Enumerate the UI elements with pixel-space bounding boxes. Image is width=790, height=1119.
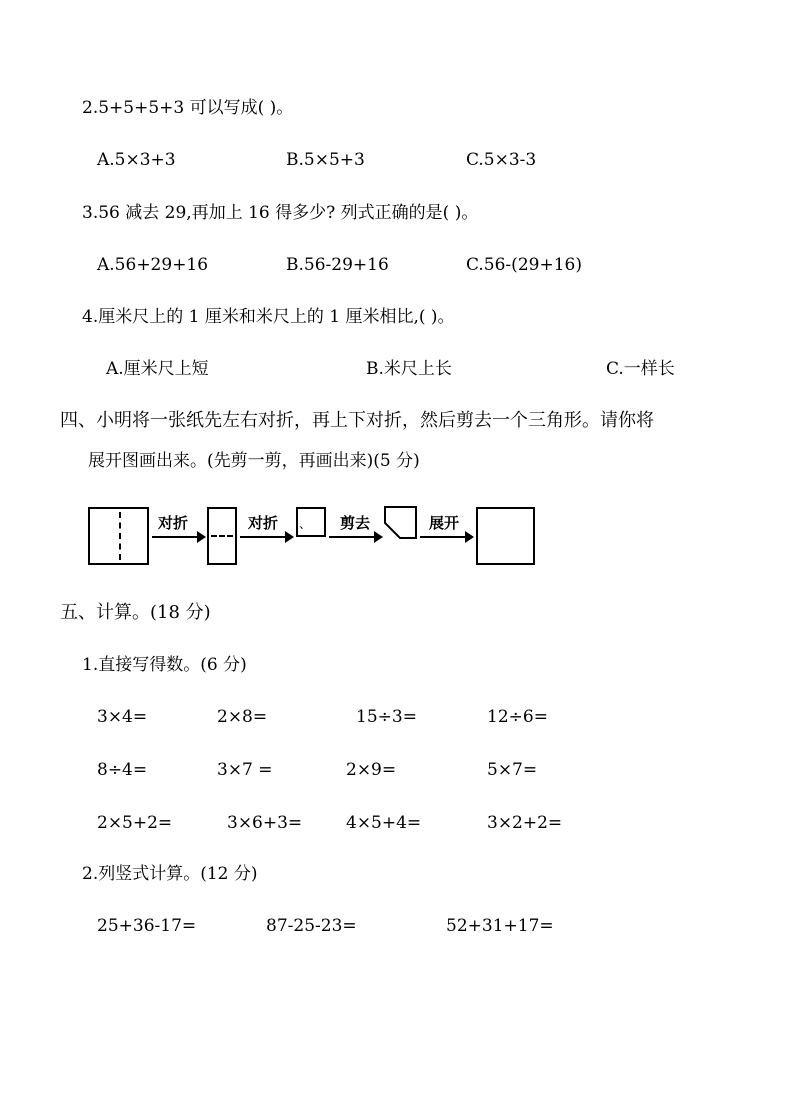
full-paper-square [88,507,149,565]
calc-item: 12÷6= [487,707,548,727]
vertical-calc-item: 52+31+17= [446,916,554,936]
half-paper-rect [207,507,237,565]
part-1-title: 1.直接写得数。(6 分) [82,655,247,675]
question-2-option-c: C.5×3-3 [466,150,537,170]
question-3-option-b: B.56-29+16 [286,255,389,275]
calc-item: 5×7= [487,760,538,780]
arrow-1 [152,536,204,538]
calc-item: 4×5+4= [346,813,422,833]
calc-item: 3×4= [97,707,148,727]
arrow-2 [240,536,292,538]
vertical-fold-line [119,512,121,560]
vertical-calc-item: 87-25-23= [266,916,357,936]
calc-item: 2×8= [217,707,268,727]
calc-item: 2×5+2= [97,813,173,833]
fold-label-2: 对折 [248,514,279,532]
calc-item: 3×2+2= [487,813,563,833]
horizontal-fold-line [211,535,233,537]
question-3-option-a: A.56+29+16 [97,255,209,275]
unfold-label: 展开 [429,514,460,532]
calc-item: 15÷3= [356,707,417,727]
question-4-option-b: B.米尺上长 [366,359,452,379]
question-2-option-a: A.5×3+3 [97,150,176,170]
section-four-line-1: 四、小明将一张纸先左右对折，再上下对折，然后剪去一个三角形。请你将 [60,410,654,431]
question-4-option-c: C.一样长 [606,359,675,379]
calc-item: 3×7 = [217,760,273,780]
question-3-stem: 3.56 减去 29,再加上 16 得多少? 列式正确的是( )。 [82,203,479,223]
cut-label: 剪去 [340,514,371,532]
question-2-stem: 2.5+5+5+3 可以写成( )。 [82,98,294,118]
calc-item: 8÷4= [97,760,148,780]
question-4-option-a: A.厘米尺上短 [106,359,209,379]
question-2-option-b: B.5×5+3 [286,150,365,170]
question-3-option-c: C.56-(29+16) [466,255,582,275]
part-2-title: 2.列竖式计算。(12 分) [82,864,258,884]
small-mark: 、 [299,517,312,531]
calc-item: 2×9= [346,760,397,780]
quarter-paper-square [296,507,326,537]
fold-label-1: 对折 [158,514,189,532]
section-five-title: 五、计算。(18 分) [60,602,211,623]
arrow-4 [420,536,472,538]
cut-paper-shape [384,506,418,540]
section-four-line-2: 展开图画出来。(先剪一剪，再画出来)(5 分) [88,451,420,471]
arrow-3 [329,536,381,538]
calc-item: 3×6+3= [227,813,303,833]
vertical-calc-item: 25+36-17= [97,916,197,936]
question-4-stem: 4.厘米尺上的 1 厘米和米尺上的 1 厘米相比,( )。 [82,307,455,327]
answer-drawing-box[interactable] [476,507,535,565]
